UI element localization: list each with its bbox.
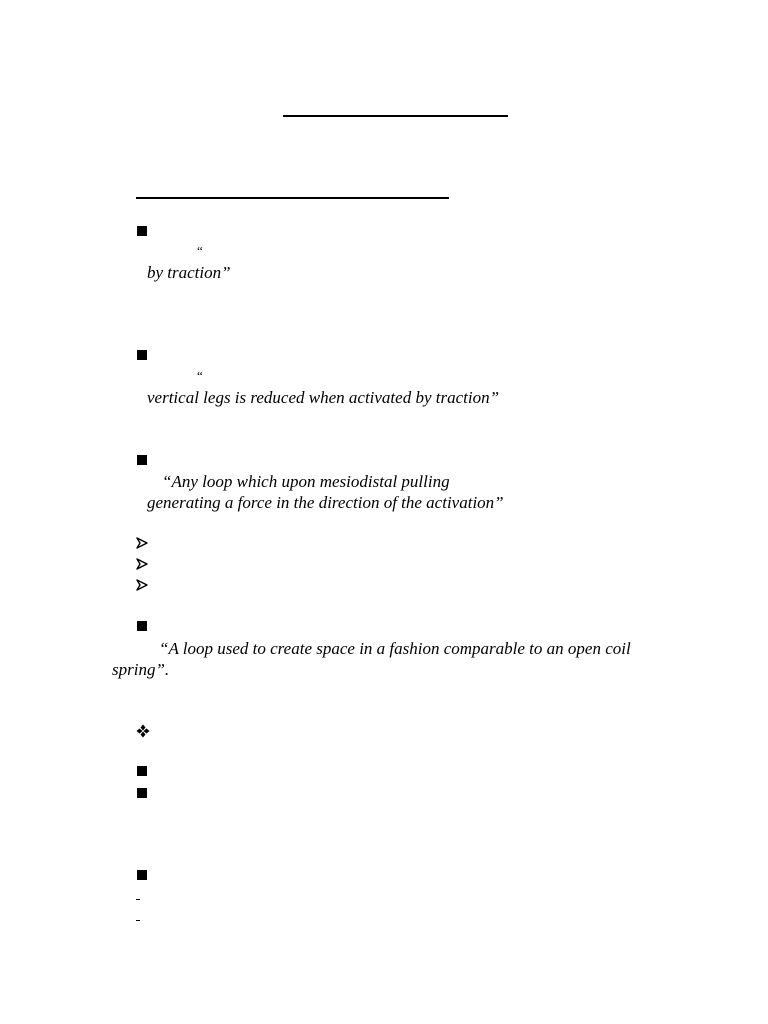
section-3-line-2: generating a force in the direction of the activation” bbox=[147, 493, 504, 512]
dash-bullet-icon bbox=[136, 920, 140, 921]
square-bullet-icon bbox=[137, 788, 147, 798]
arrowhead-bullet-icon bbox=[136, 558, 148, 570]
section-3-line-1: “Any loop which upon mesiodistal pulling bbox=[162, 472, 450, 491]
section-4-line-2: spring”. bbox=[112, 660, 170, 679]
square-bullet-icon bbox=[137, 870, 147, 880]
section-4-line-1: “A loop used to create space in a fashion comparable to an open coil bbox=[159, 639, 631, 658]
subtitle-underline bbox=[136, 197, 449, 199]
four-diamond-bullet-icon bbox=[136, 724, 150, 738]
section-1-text: by traction” bbox=[147, 263, 231, 282]
square-bullet-icon bbox=[137, 226, 147, 236]
arrowhead-bullet-icon bbox=[136, 537, 148, 549]
square-bullet-icon bbox=[137, 350, 147, 360]
open-quote-mark: “ bbox=[197, 368, 203, 383]
title-underline bbox=[283, 115, 508, 117]
square-bullet-icon bbox=[137, 621, 147, 631]
arrowhead-bullet-icon bbox=[136, 579, 148, 591]
square-bullet-icon bbox=[137, 455, 147, 465]
section-2-text: vertical legs is reduced when activated by traction” bbox=[147, 388, 500, 407]
dash-bullet-icon bbox=[136, 899, 140, 900]
open-quote-mark: “ bbox=[197, 243, 203, 258]
square-bullet-icon bbox=[137, 766, 147, 776]
